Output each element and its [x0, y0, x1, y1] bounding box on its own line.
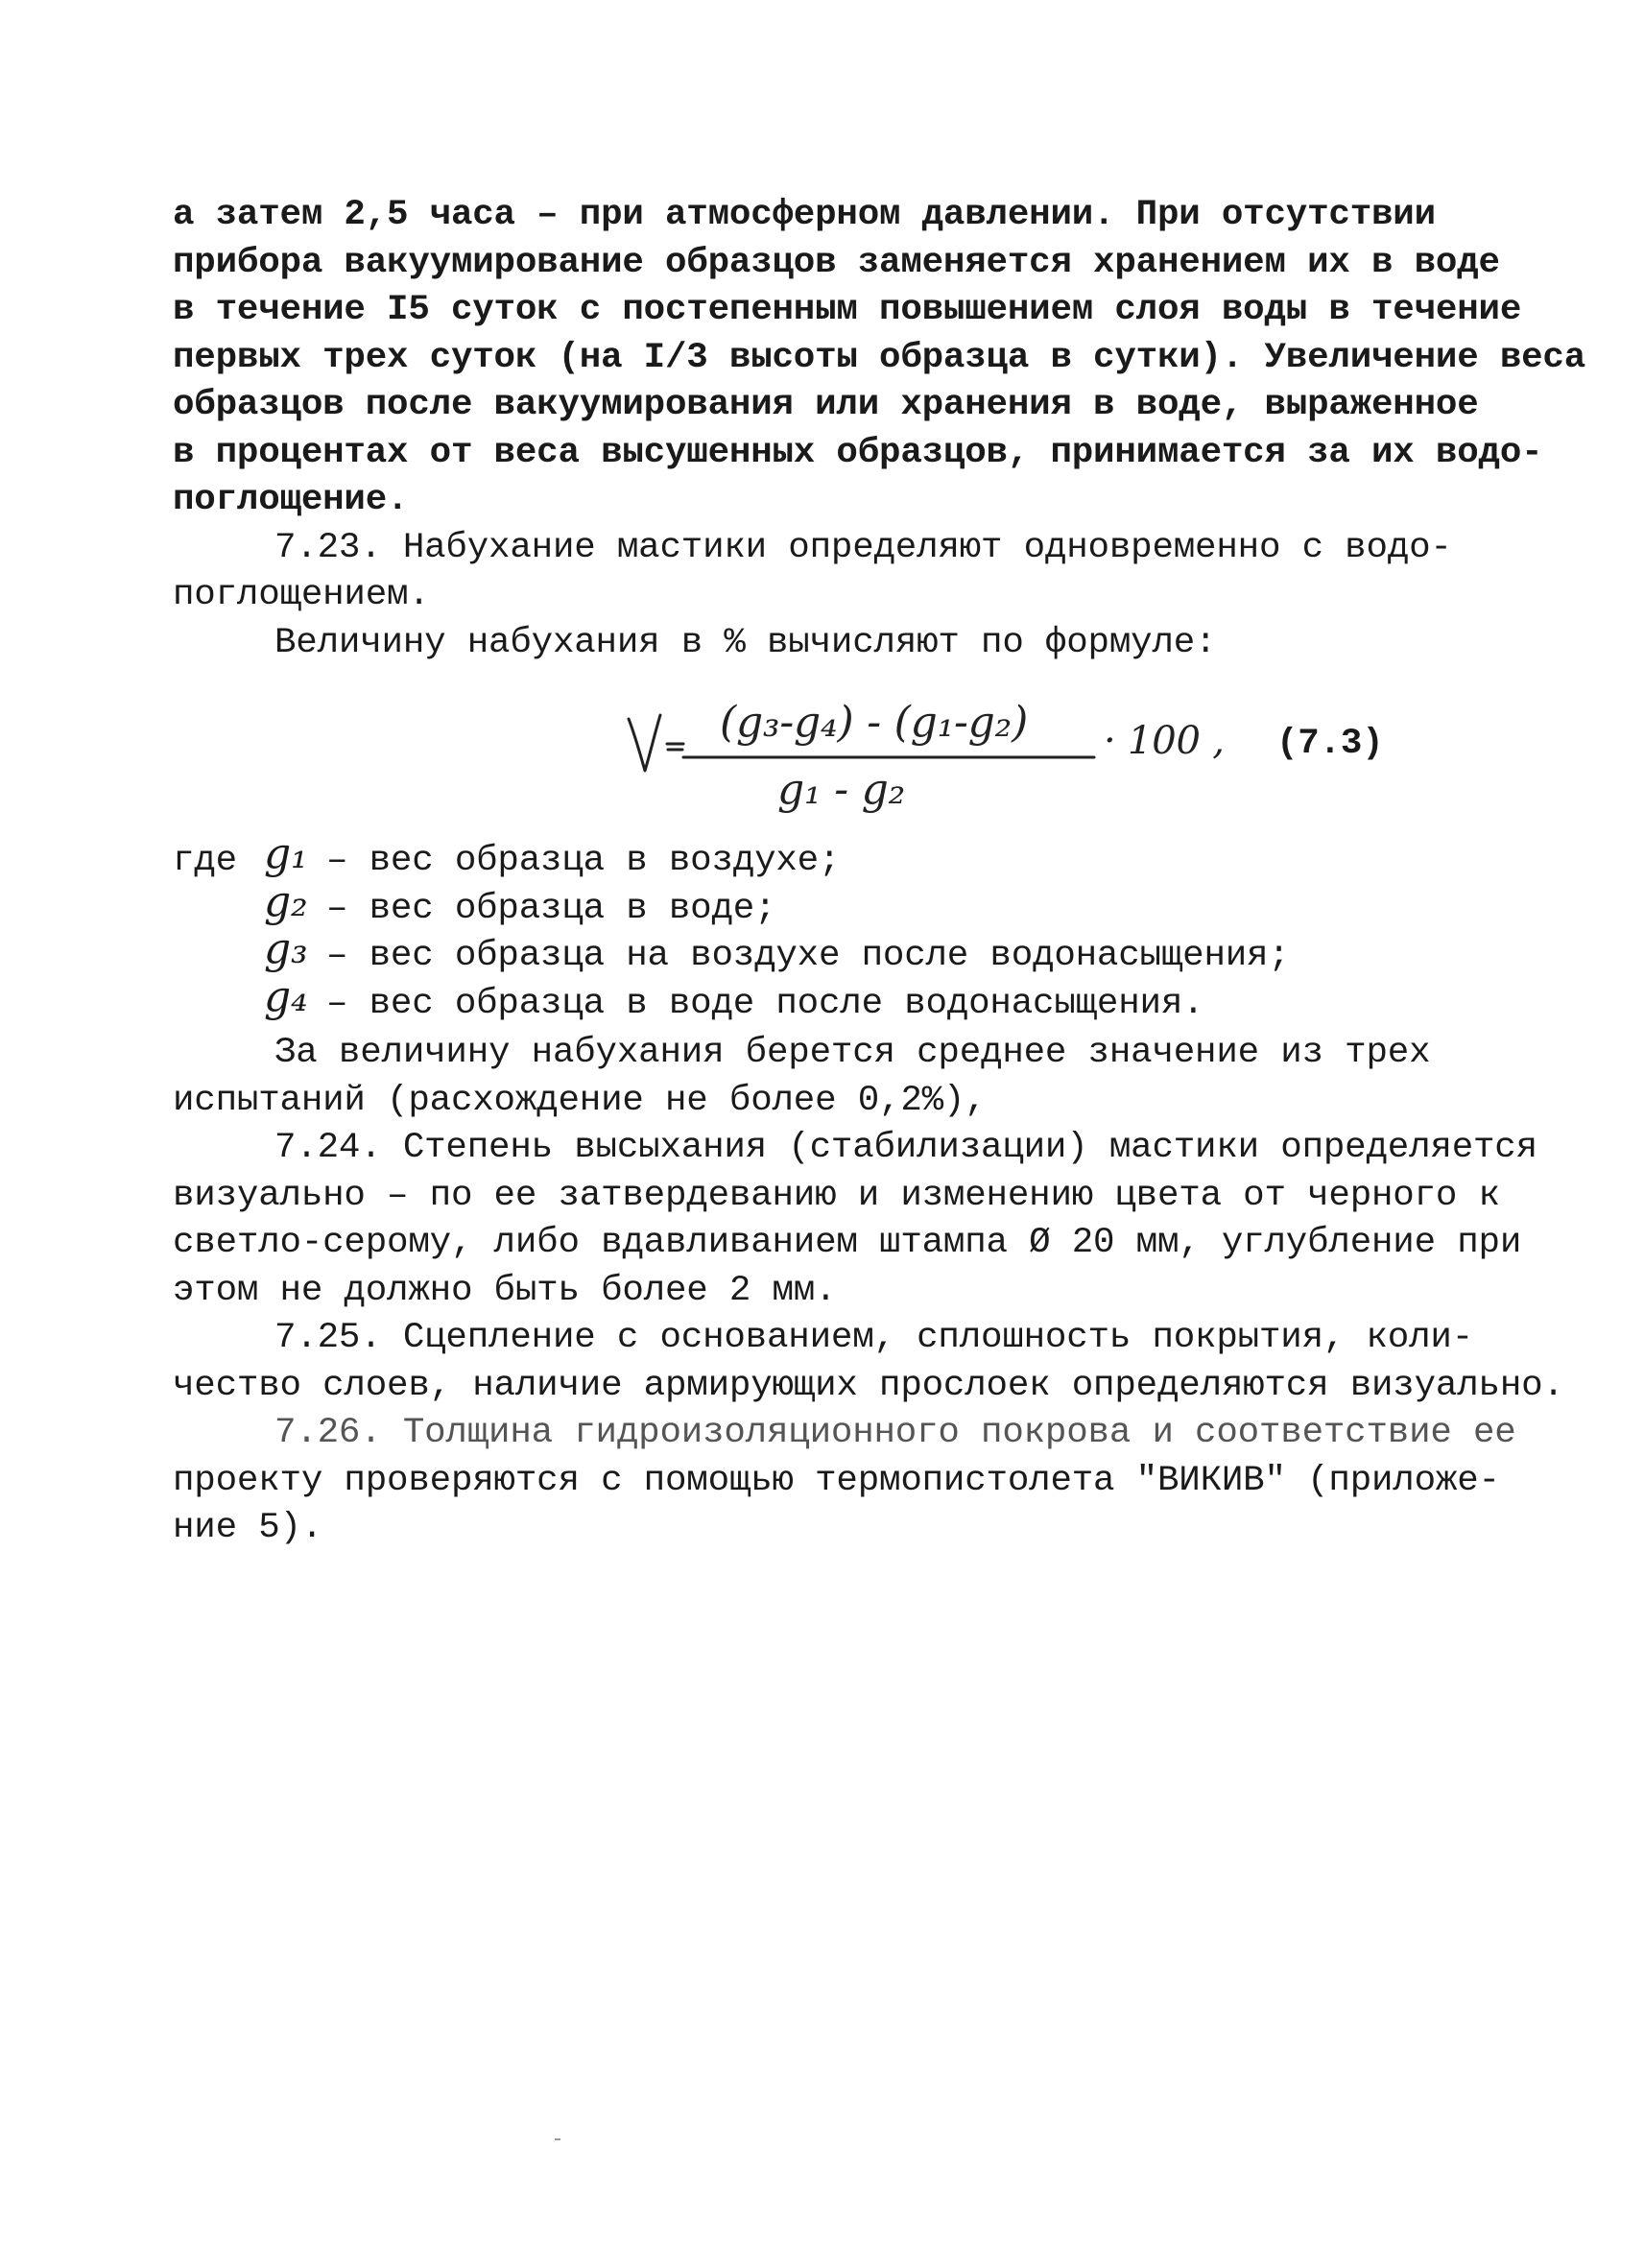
document-page: [173, 192, 1586, 1553]
section-7-24-line: этом не должно быть более 2 мм.: [173, 1270, 837, 1311]
where-text: – вес образца в воде;: [326, 888, 776, 929]
text-line: прибора вакуумирование образцов заменяется хранением их в воде: [173, 242, 1500, 283]
where-text: – вес образца в воде после водонасыщения.: [326, 983, 1204, 1024]
section-7-24-line: 7.24. Степень высыхания (стабилизации) мастики определяется: [274, 1128, 1537, 1168]
where-text: – вес образца в воздухе;: [326, 841, 841, 881]
section-7-25-line: 7.25. Сцепление с основанием, сплошность покрытия, коли-: [274, 1318, 1474, 1358]
formula-denominator: g₁ - g₂: [777, 765, 906, 814]
symbol-g3: g₃: [264, 924, 308, 973]
section-7-26-line: 7.26. Толщина гидроизоляционного покрова и соответствие ее: [274, 1413, 1516, 1453]
where-item: [173, 829, 1507, 886]
symbol-g1: g₁: [264, 829, 308, 878]
formula-multiplier: · 100 ,: [1104, 719, 1225, 763]
symbol-g2: g₂: [264, 876, 308, 926]
where-item: [173, 971, 1507, 1029]
text-line: За величину набухания берется среднее значение из трех: [274, 1033, 1431, 1073]
handwritten-formula: [432, 673, 1225, 817]
formula-number: (7.3): [1276, 724, 1384, 764]
section-7-23-line: поглощением.: [173, 575, 430, 615]
scan-speck: [555, 2138, 560, 2140]
where-text: – вес образца на воздухе после водонасыщения;: [326, 936, 1290, 976]
text-line: а затем 2,5 часа – при атмосферном давлении. При отсутствии: [173, 195, 1436, 235]
section-7-24-line: визуально – по ее затвердеванию и изменению цвета от черного к: [173, 1175, 1500, 1216]
text-line: испытаний (расхождение не более 0,2%),: [173, 1080, 987, 1121]
formula-numerator: (g₃-g₄) - (g₁-g₂): [720, 698, 1029, 747]
section-7-23-line: 7.23. Набухание мастики определяют одновременно с водо-: [274, 527, 1452, 568]
section-7-26-line: ние 5).: [173, 1508, 323, 1548]
where-item: [173, 924, 1507, 981]
text-line: образцов после вакуумирования или хранения в воде, выраженное: [173, 385, 1479, 425]
section-7-25-line: чество слоев, наличие армирующих прослоек определяются визуально.: [173, 1365, 1564, 1406]
formula-equals-sign: [667, 744, 683, 750]
text-line: поглощение.: [173, 480, 409, 520]
text-line: в течение I5 суток с постепенным повышением слоя воды в течение: [173, 290, 1522, 330]
where-list: [173, 829, 1507, 1028]
formula-7-3: [173, 673, 1507, 817]
formula-v-symbol: [629, 715, 660, 771]
where-word: где: [173, 841, 237, 881]
text-line: первых трех суток (на I/3 высоты образца в сутки). Увеличение веса: [173, 337, 1586, 378]
symbol-g4: g₄: [264, 971, 308, 1021]
section-7-26-line: проекту проверяются с помощью термопистолета "ВИКИВ" (приложе-: [173, 1460, 1500, 1501]
text-line: в процентах от веса высушенных образцов, принимается за их водо-: [173, 432, 1543, 473]
where-item: [173, 876, 1507, 934]
section-7-24-line: светло-серому, либо вдавливанием штампа Ø 20 мм, углубление при: [173, 1223, 1522, 1263]
formula-intro: Величину набухания в % вычисляют по формуле:: [274, 622, 1217, 663]
